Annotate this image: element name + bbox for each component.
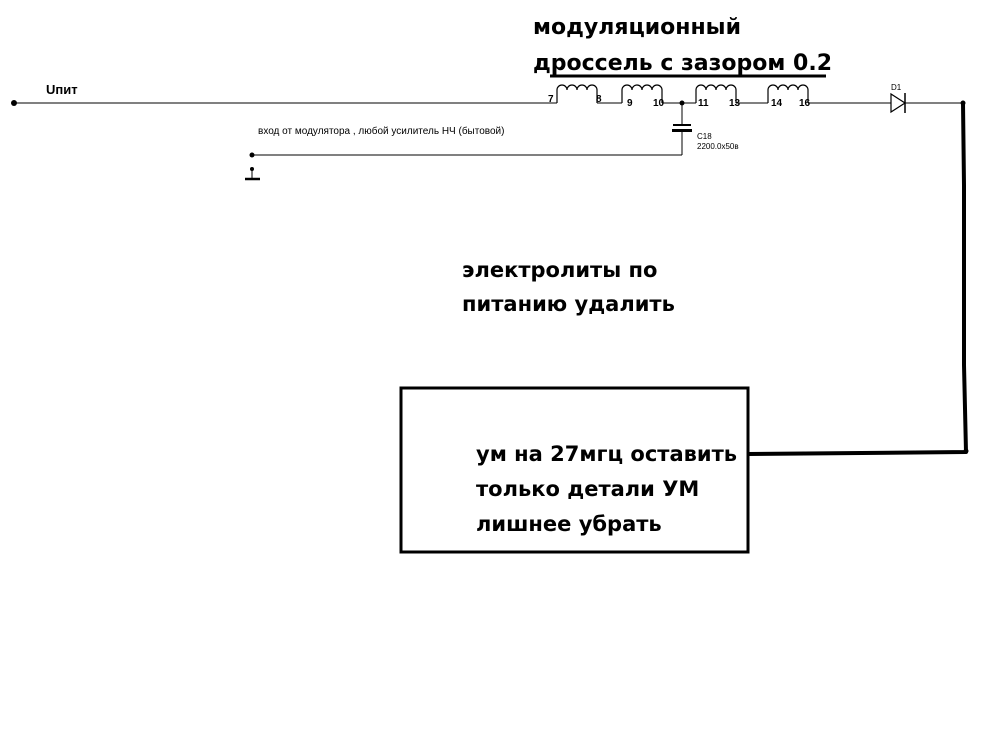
terminal-10-label: 10 xyxy=(653,98,665,109)
terminal-7-label: 7 xyxy=(548,94,554,105)
amplifier-note-line-2: только детали УМ xyxy=(476,477,700,501)
capacitor-ref-label: C18 xyxy=(697,132,712,141)
terminal-8-label: 8 xyxy=(596,94,602,105)
choke-winding-7-8 xyxy=(557,85,597,103)
choke-note-line-1: модуляционный xyxy=(533,15,741,40)
amplifier-note-line-3: лишнее убрать xyxy=(476,512,662,536)
amplifier-feed-line xyxy=(748,103,966,454)
electrolytes-note xyxy=(462,253,675,321)
choke-note-line-2: дроссель с зазором 0.2 xyxy=(533,51,833,76)
choke-note xyxy=(533,10,832,82)
diode-ref-label: D1 xyxy=(891,83,902,92)
terminal-13-label: 13 xyxy=(729,98,741,109)
amplifier-note xyxy=(476,437,737,542)
modulator-input-label: вход от модулятора , любой усилитель НЧ (бытовой) xyxy=(258,126,505,137)
electrolytes-note-line-1: электролиты по xyxy=(462,258,658,282)
terminal-9-label: 9 xyxy=(627,98,633,109)
terminal-11-label: 11 xyxy=(698,98,709,109)
supply-label: Uпит xyxy=(46,82,78,97)
amplifier-note-line-1: ум на 27мгц оставить xyxy=(476,442,738,466)
electrolytes-note-line-2: питанию удалить xyxy=(462,292,675,316)
modulator-input-terminal xyxy=(250,153,255,158)
capacitor-plate-negative xyxy=(672,129,692,132)
feed-line-corner xyxy=(964,449,969,454)
diode-symbol xyxy=(891,94,905,112)
terminal-14-label: 14 xyxy=(771,98,783,109)
terminal-16-label: 16 xyxy=(799,98,811,109)
capacitor-value-label: 2200.0x50в xyxy=(697,142,739,151)
